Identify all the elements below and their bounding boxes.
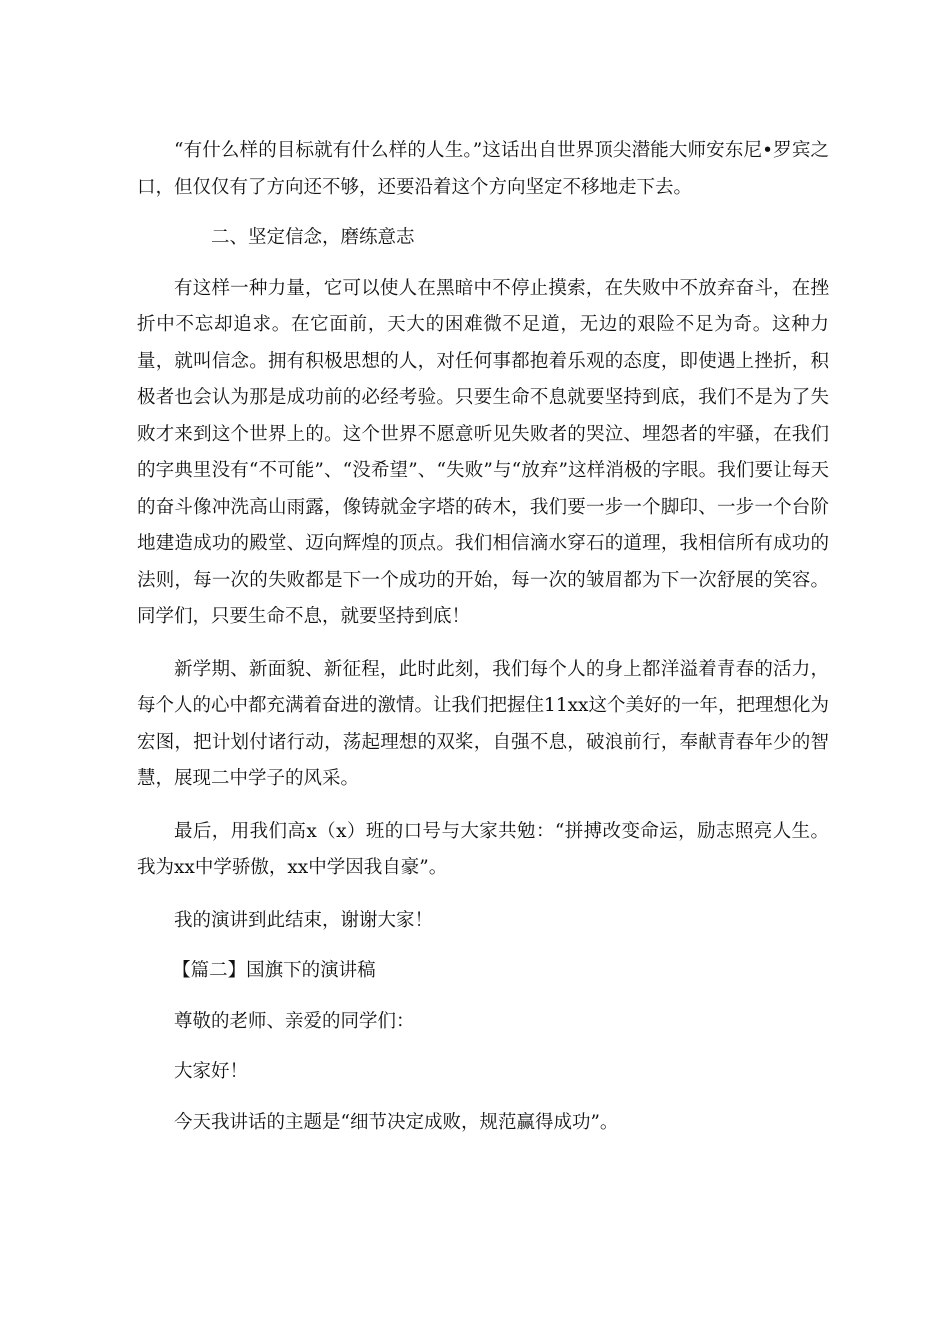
section-title-part-two: 【篇二】国旗下的演讲稿 [172,960,376,981]
paragraph-salutation: 尊敬的老师、亲爱的同学们： [174,1010,415,1032]
paragraph-new-semester: 新学期、新面貌、新征程，此时此刻，我们每个人的身上都洋溢着青春的活力，每个人的心中都充满着奋进的激情。让我们把握住11xx这个美好的一年，把理想化为宏图，把计划付诸行动，荡起理想的双桨，自强不息，破浪前行，奉献青春年少的智慧，展现二中学子的风采。 [137,658,829,789]
section-heading-belief: 二、坚定信念，磨练意志 [211,227,415,248]
paragraph-greeting: 大家好！ [174,1061,249,1082]
document-page [137,133,829,1141]
paragraph-topic: 今天我讲话的主题是“细节决定成败，规范赢得成功”。 [174,1111,619,1133]
paragraph-goal-quote: “有什么样的目标就有什么样的人生。”这话出自世界顶尖潜能大师安东尼•罗宾之口，但仅仅有了方向还不够，还要沿着这个方向坚定不移地走下去。 [137,140,829,198]
paragraph-belief: 有这样一种力量，它可以使人在黑暗中不停止摸索，在失败中不放弃奋斗，在挫折中不忘却追求。在它面前，天大的困难微不足道，无边的艰险不足为奇。这种力量，就叫信念。拥有积极思想的人，对任何事都抱着乐观的态度，即使遇上挫折，积极者也会认为那是成功前的必经考验。只要生命不息就要坚持到底，我们不是为了失败才来到这个世界上的。这个世界不愿意听见失败者的哭泣、埋怨者的牢骚，在我们的字典里没有“不可能”、“没希望”、“失败”与“放弃”这样消极的字眼。我们要让每天的奋斗像冲洗高山雨露，像铸就金字塔的砖木，我们要一步一个脚印、一步一个台阶地建造成功的殿堂、迈向辉煌的顶点。我们相信滴水穿石的道理，我相信所有成功的法则，每一次的失败都是下一个成功的开始，每一次的皱眉都为下一次舒展的笑容。同学们，只要生命不息，就要坚持到底！ [137,277,829,627]
paragraph-class-slogan: 最后，用我们高x（x）班的口号与大家共勉：“拼搏改变命运，励志照亮人生。我为xx中学骄傲，xx中学因我自豪”。 [137,820,829,878]
paragraph-closing: 我的演讲到此结束，谢谢大家！ [174,909,434,931]
